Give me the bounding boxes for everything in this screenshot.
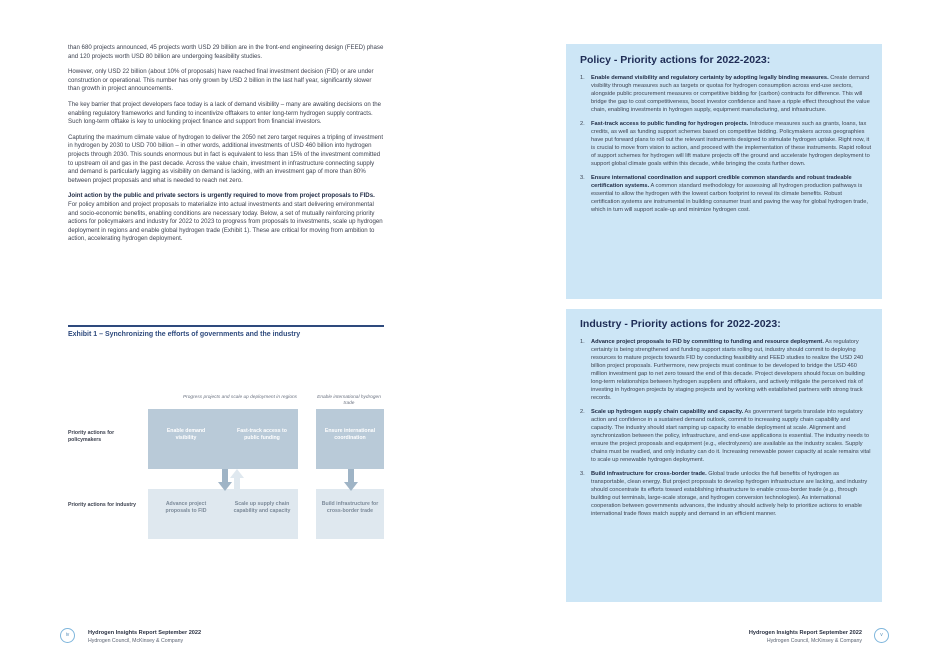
caption-trade: Enable international hydrogen trade — [317, 395, 381, 406]
paragraph-3: The key barrier that project developers face today is a lack of demand visibility – many are awaiting decisions on the enabling regulatory frameworks and funding to incentivize offtakers to enter long-term hydrogen supply contracts. Such long-term offtake is key to unlocking project finance and support from financial investors. — [68, 100, 381, 126]
policy-list — [580, 74, 872, 214]
item-body: Create demand visibility through measures such as targets or quotas for hydrogen consumption across end-use sectors, alongside public procurement measures or competitive bidding for (carbon) contracts for difference. This will bridge the gap to cost competitiveness, boost investor confidence and have a ripple effect throughout the value chain, enabling investments in hydrogen supply, equipment manufacturing, and infrastructure. — [591, 75, 870, 113]
item-heading: Scale up hydrogen supply chain capability and capacity. — [591, 409, 744, 415]
row-label-industry: Priority actions for industry — [68, 502, 137, 508]
item-heading: Advance project proposals to FID by committing to funding and resource deployment. — [591, 339, 824, 345]
item-body: Global trade unlocks the full benefits of hydrogen as transportable, clean energy. But project proposals to develop hydrogen infrastructure are lacking, and industry should concentrate its efforts toward establishing infrastructure to enable cross-border trade (e.g., through building out terminals, large-scale storage, and hydrogen conversion technologies). As international cooperation between governments advances, the industry should actively help to prioritize actions to enable international trade flows match supply and demand in an efficient manner. — [591, 471, 868, 517]
list-number: 3. — [580, 471, 585, 477]
caption-regions: Progress projects and scale up deployment in regions — [182, 395, 298, 400]
footer-subtitle-right: Hydrogen Council, McKinsey & Company — [766, 638, 862, 644]
footer-title-right: Hydrogen Insights Report September 2022 — [748, 630, 862, 636]
row-label-policymakers: Priority actions for policymakers — [68, 430, 115, 443]
exhibit-divider — [68, 325, 384, 327]
left-body-text — [68, 44, 384, 251]
cell-international-coordination: Ensure international coordination — [324, 428, 376, 441]
cell-scale-supply-chain: Scale up supply chain capability and capacity — [233, 501, 291, 514]
policy-title: Policy - Priority actions for 2022-2023: — [580, 54, 771, 66]
industry-actions-box — [566, 309, 882, 602]
cell-cross-border-infrastructure: Build infrastructure for cross-border trade — [321, 501, 379, 514]
list-item — [580, 174, 872, 214]
arrow-up-icon — [230, 469, 244, 491]
cell-advance-proposals: Advance project proposals to FID — [165, 501, 207, 514]
paragraph-5-lead: Joint action by the public and private sectors is urgently required to move from project proposals to FIDs. — [68, 192, 375, 200]
industry-band-regions — [148, 489, 298, 539]
exhibit-diagram — [68, 392, 388, 542]
item-body: As regulatory certainty is being strengthened and funding support starts rolling out, industry should commit to deploying resources to mature projects towards FID by conducting feasibility and FEED studies to realize the USD 240 billion project proposals. Furthermore, new projects must continue to be developed to bridge the USD 460 million investment gap to net zero toward the end of this decade. Project developers should focus on building long-term relationships between hydrogen suppliers and offtakers, and actively mitigate the perceived risk of investing in hydrogen projects by staging projects and by working with established partners with strong track records. — [591, 339, 865, 401]
item-heading: Enable demand visibility and regulatory certainty by adopting legally binding measures. — [591, 75, 829, 81]
cell-public-funding: Fast-track access to public funding — [237, 428, 287, 441]
item-body: A common standard methodology for assessing all hydrogen production pathways is essential to allow the hydrogen with the lowest carbon footprint to reveal its climate benefits. Robust certification systems are instrumental in building consumer trust and paving the way for global hydrogen trade, which in turn will support scale-up and minimize hydrogen cost. — [591, 183, 868, 213]
list-item — [580, 74, 872, 114]
policy-actions-box — [566, 44, 882, 299]
item-heading: Fast-track access to public funding for hydrogen projects. — [591, 121, 749, 127]
industry-band-trade — [316, 489, 384, 539]
list-item — [580, 408, 872, 464]
item-body: Introduce measures such as grants, loans, tax credits, as well as funding support schemes based on competitive bidding. Policymakers across geographies have put forward plans to roll out the relevant instruments designed to stimulate hydrogen uptake. Right now, it is crucial to move from vision to action, and proceed with the implementation of these instruments. Rapid rollout of support schemes for hydrogen will lift mature projects off the ground and accelerate hydrogen deployment to support global climate goals within this decade, while bringing the costs further down. — [591, 121, 872, 167]
list-item — [580, 338, 872, 402]
paragraph-2: However, only USD 22 billion (about 10% of proposals) have reached final investment decision (FID) or are under construction or operational. This number has only grown by USD 2 billion in the last half year, significantly slower than growth in project announcements. — [68, 68, 374, 93]
item-body: As government targets translate into regulatory action and confidence in a sustained demand outlook, commit to increasing supply chain capability and capacity. The industry should start ramping up capacity to enable deployment at scale. Alignment and synchronization between the policy, infrastructure, and end-use applications is essential. The industry needs to ensure the project proposals and equipment (e.g., electrolyzers) are available as the industry scales. Supply chains must be readied, and only industry can do it. Increasing renewable power capacity at scale remains vital to scale up renewable hydrogen deployment. — [591, 409, 871, 463]
exhibit-title: Exhibit 1 – Synchronizing the efforts of governments and the industry — [68, 331, 301, 338]
list-number: 3. — [580, 175, 585, 181]
list-number: 2. — [580, 121, 585, 127]
paragraph-5-body: For policy ambition and project proposals to materialize into actual investments and start delivering environmental and socio-economic benefits, enabling conditions are necessary today. Below, a set of mutually reinforcing priority actions for policymakers and industry for 2022 to 2023 to progress from proposals to investments, scale up hydrogen deployment in regions and enable global hydrogen trade (Exhibit 1). These are critical for moving from ambition to action, accelerating hydrogen deployment. — [68, 200, 383, 243]
industry-list — [580, 338, 872, 518]
list-item — [580, 470, 872, 518]
industry-title: Industry - Priority actions for 2022-2023: — [580, 318, 781, 330]
paragraph-4: Capturing the maximum climate value of hydrogen to deliver the 2050 net zero target requires a tripling of investment in hydrogen by 2030 to USD 700 billion – in other words, additional investments of USD 460 billion into hydrogen projects through 2030. This sounds enormous but in fact is equivalent to less than 15% of the investment committed to upstream oil and gas in the past decade. Across the value chain, investment in infrastructure connecting supply and demand is particularly lagging as visibility on demand is lacking, with an investment gap of more than 80% between project proposals and what is needed to reach net zero. — [68, 133, 384, 184]
list-item — [580, 120, 872, 168]
footer-subtitle-left: Hydrogen Council, McKinsey & Company — [88, 638, 184, 644]
item-heading: Ensure international coordination and support credible common standards and robust tradeable certification systems. — [591, 175, 852, 189]
paragraph-5 — [68, 192, 384, 244]
item-heading: Build infrastructure for cross-border trade. — [591, 471, 707, 477]
page-number-right: v — [874, 628, 889, 643]
list-number: 1. — [580, 339, 585, 345]
page-number-left: iv — [60, 628, 75, 643]
list-number: 2. — [580, 409, 585, 415]
list-number: 1. — [580, 75, 585, 81]
paragraph-1: than 680 projects announced, 45 projects worth USD 29 billion are in the front-end engineering design (FEED) phase and 120 projects worth USD 80 billion are undergoing feasibility studies. — [68, 44, 384, 60]
footer-title-left: Hydrogen Insights Report September 2022 — [88, 630, 202, 636]
cell-demand-visibility: Enable demand visibility — [166, 428, 206, 441]
arrow-down-icon — [344, 469, 358, 491]
